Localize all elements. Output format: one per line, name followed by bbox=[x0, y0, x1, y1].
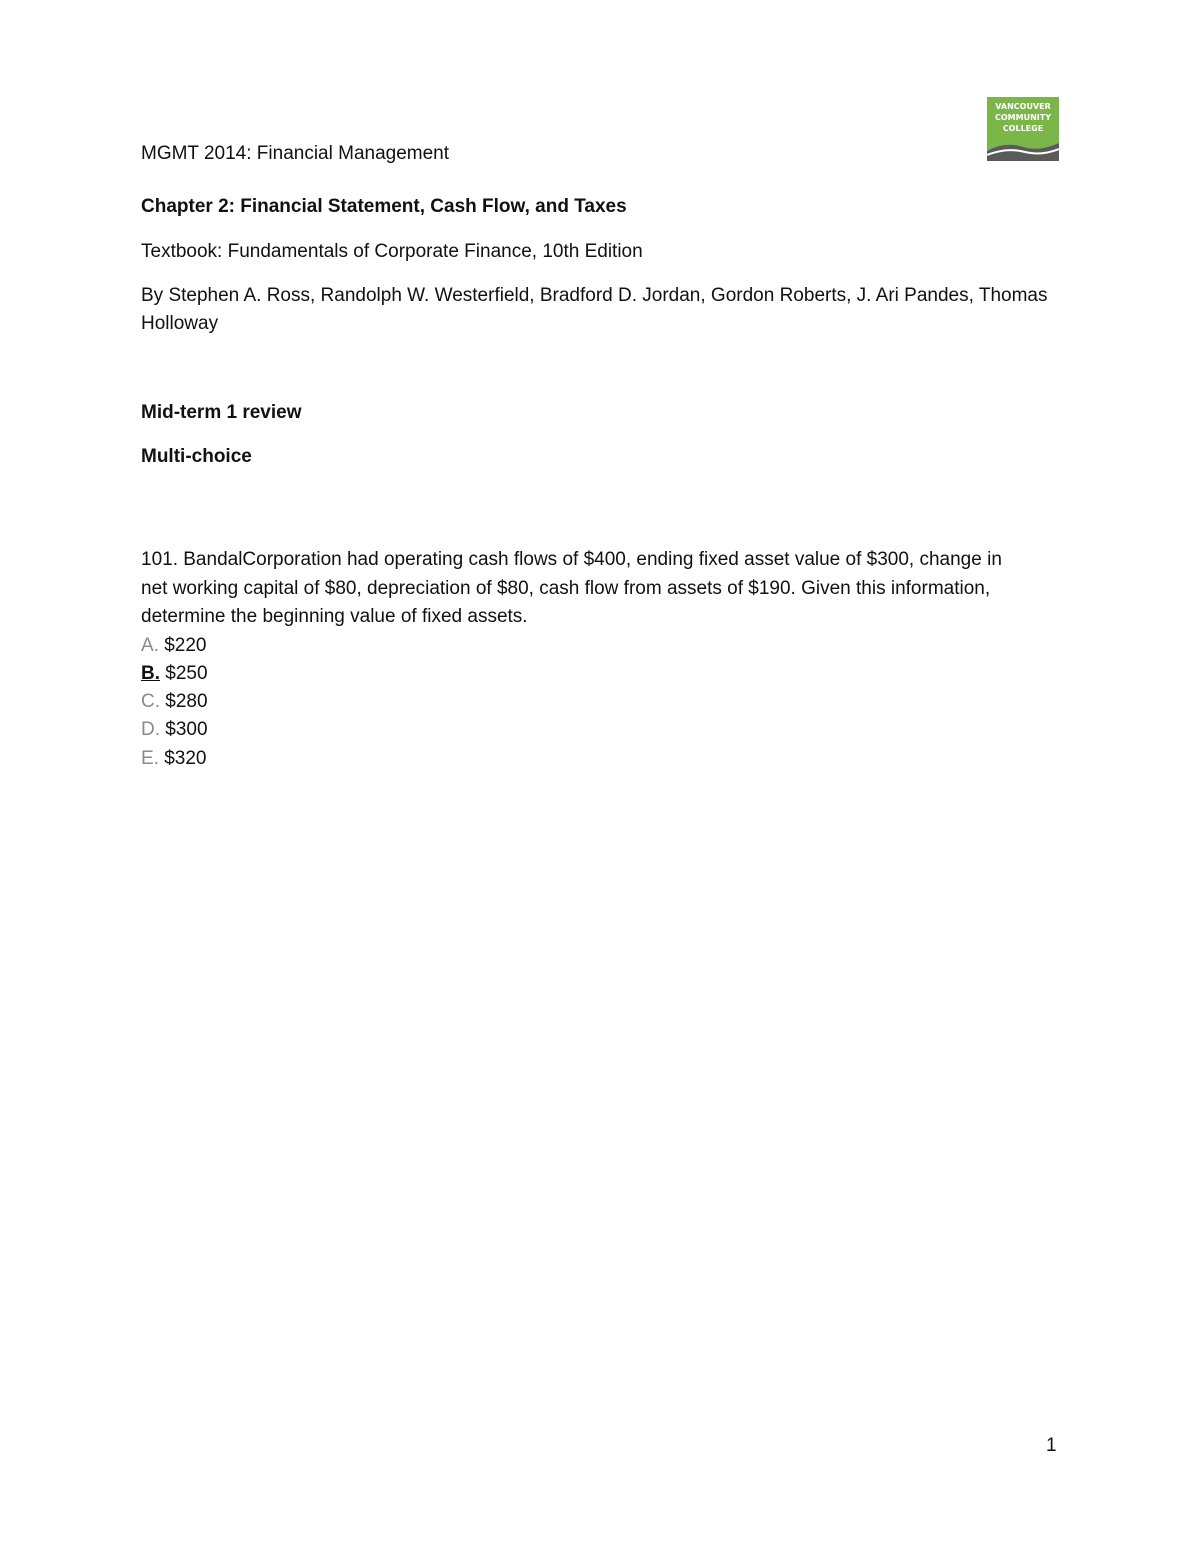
option-b bbox=[141, 660, 208, 688]
question-line-2: net working capital of $80, depreciation of $80, cash flow from assets of $190. Given this information, bbox=[141, 578, 991, 599]
question-line-3: determine the beginning value of fixed assets. bbox=[141, 606, 528, 627]
type-heading: Multi-choice bbox=[141, 446, 252, 467]
page-number: 1 bbox=[1046, 1435, 1057, 1456]
vancouver-community-college-logo bbox=[987, 97, 1059, 161]
option-c-letter: C. bbox=[141, 691, 160, 712]
option-b-letter: B. bbox=[141, 663, 160, 684]
logo-text-1: VANCOUVER bbox=[995, 102, 1051, 111]
option-c bbox=[141, 688, 208, 716]
question-line-1: 101. BandalCorporation had operating cash flows of $400, ending fixed asset value of $300, change in bbox=[141, 549, 1002, 570]
option-e-letter: E. bbox=[141, 748, 159, 769]
logo-text-3: COLLEGE bbox=[1002, 124, 1044, 133]
option-d-value: $300 bbox=[165, 719, 208, 740]
course-title: MGMT 2014: Financial Management bbox=[141, 143, 450, 164]
option-d-letter: D. bbox=[141, 719, 160, 740]
logo-text-2: COMMUNITY bbox=[994, 113, 1052, 122]
option-c-value: $280 bbox=[165, 691, 208, 712]
option-a bbox=[141, 632, 207, 660]
authors-line-2: Holloway bbox=[141, 313, 219, 334]
review-heading: Mid-term 1 review bbox=[141, 402, 302, 423]
option-b-value: $250 bbox=[165, 663, 208, 684]
option-a-letter: A. bbox=[141, 635, 159, 656]
chapter-title: Chapter 2: Financial Statement, Cash Flow, and Taxes bbox=[141, 196, 627, 217]
textbook-line: Textbook: Fundamentals of Corporate Finance, 10th Edition bbox=[141, 241, 643, 262]
option-a-value: $220 bbox=[164, 635, 207, 656]
option-d bbox=[141, 716, 208, 744]
option-e bbox=[141, 745, 207, 773]
authors-line-1: By Stephen A. Ross, Randolph W. Westerfield, Bradford D. Jordan, Gordon Roberts, J. Ari Pandes, Thomas bbox=[141, 285, 1048, 306]
option-e-value: $320 bbox=[164, 748, 207, 769]
